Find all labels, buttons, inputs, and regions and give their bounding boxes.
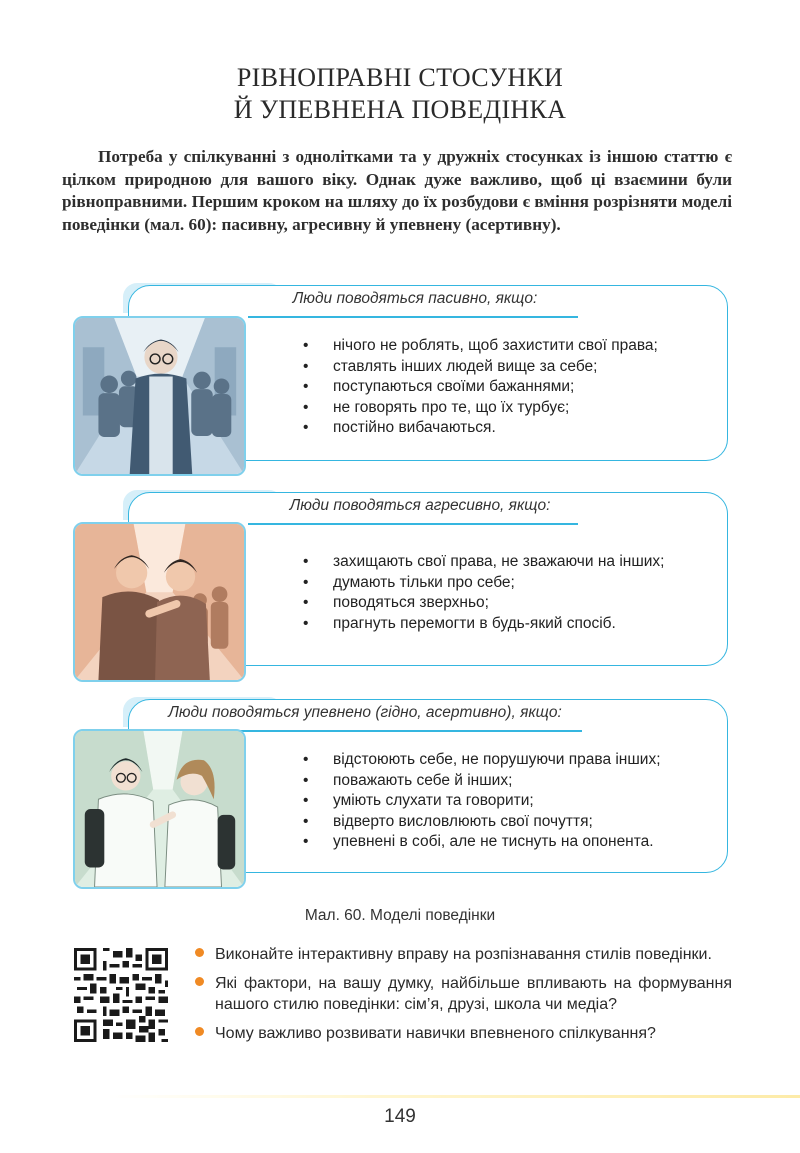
passive-item: • постійно вибачаються. (303, 418, 658, 439)
task-item: Чому важливо розвивати навички впевненого спілкування? (195, 1023, 732, 1044)
aggressive-item: • поводяться зверхньо; (303, 593, 664, 614)
footer-divider (108, 1095, 800, 1098)
passive-model-heading: Люди поводяться пасивно, якщо: (292, 290, 538, 307)
passive-model-card (0, 283, 800, 483)
aggressive-illustration (73, 522, 246, 682)
bullet-icon (195, 1027, 204, 1036)
assertive-model-heading: Люди поводяться упевнено (гідно, асертивно), якщо: (168, 704, 562, 721)
assertive-item: • відверто висловлюють свої почуття; (303, 812, 661, 833)
bullet-icon (195, 977, 204, 986)
assertive-illustration (73, 729, 246, 889)
assertive-item: • уміють слухати та говорити; (303, 791, 661, 812)
task-item: Виконайте інтерактивну вправу на розпізнавання стилів поведінки. (195, 944, 732, 965)
aggressive-model-heading: Люди поводяться агресивно, якщо: (289, 497, 551, 514)
aggressive-item: • захищають свої права, не зважаючи на інших; (303, 552, 664, 573)
assertive-item: • упевнені в собі, але не тиснуть на опонента. (303, 832, 661, 853)
assertive-item: • відстоюють себе, не порушуючи права інших; (303, 750, 661, 771)
intro-paragraph: Потреба у спілкуванні з однолітками та у дружніх стосунках із іншою статтю є цілком природною для вашого віку. Однак дуже важливо, щоб ці взаємини були рівноправними. Першим кроком на шляху до їх розбудови є вміння розрізняти моделі поведінки (мал. 60): пасивну, агресивну й упевнену (асертивну). (62, 147, 732, 234)
task-list (195, 944, 732, 1052)
aggressive-model-card (0, 490, 800, 690)
title-line-1: РІВНОПРАВНІ СТОСУНКИ (236, 63, 564, 92)
passive-item: • не говорять про те, що їх турбує; (303, 398, 658, 419)
page-title (0, 62, 800, 126)
assertive-item: • поважають себе й інших; (303, 771, 661, 792)
aggressive-item: • думають тільки про себе; (303, 573, 664, 594)
passive-item: • поступаються своїми бажаннями; (303, 377, 658, 398)
bullet-icon (195, 948, 204, 957)
assertive-model-card (0, 697, 800, 897)
title-line-2: Й УПЕВНЕНА ПОВЕДІНКА (233, 95, 567, 124)
page-number: 149 (384, 1106, 416, 1127)
passive-illustration (73, 316, 246, 476)
passive-item: • нічого не роблять, щоб захистити свої права; (303, 336, 658, 357)
task-item: Які фактори, на вашу думку, найбільше впливають на формування нашого стилю поведінки: сім’я, друзі, школа чи медіа? (195, 973, 732, 1015)
figure-caption: Мал. 60. Моделі поведінки (304, 907, 496, 924)
passive-item: • ставлять інших людей вище за себе; (303, 357, 658, 378)
aggressive-item: • прагнуть перемогти в будь-який спосіб. (303, 614, 664, 635)
qr-code[interactable] (74, 948, 168, 1042)
